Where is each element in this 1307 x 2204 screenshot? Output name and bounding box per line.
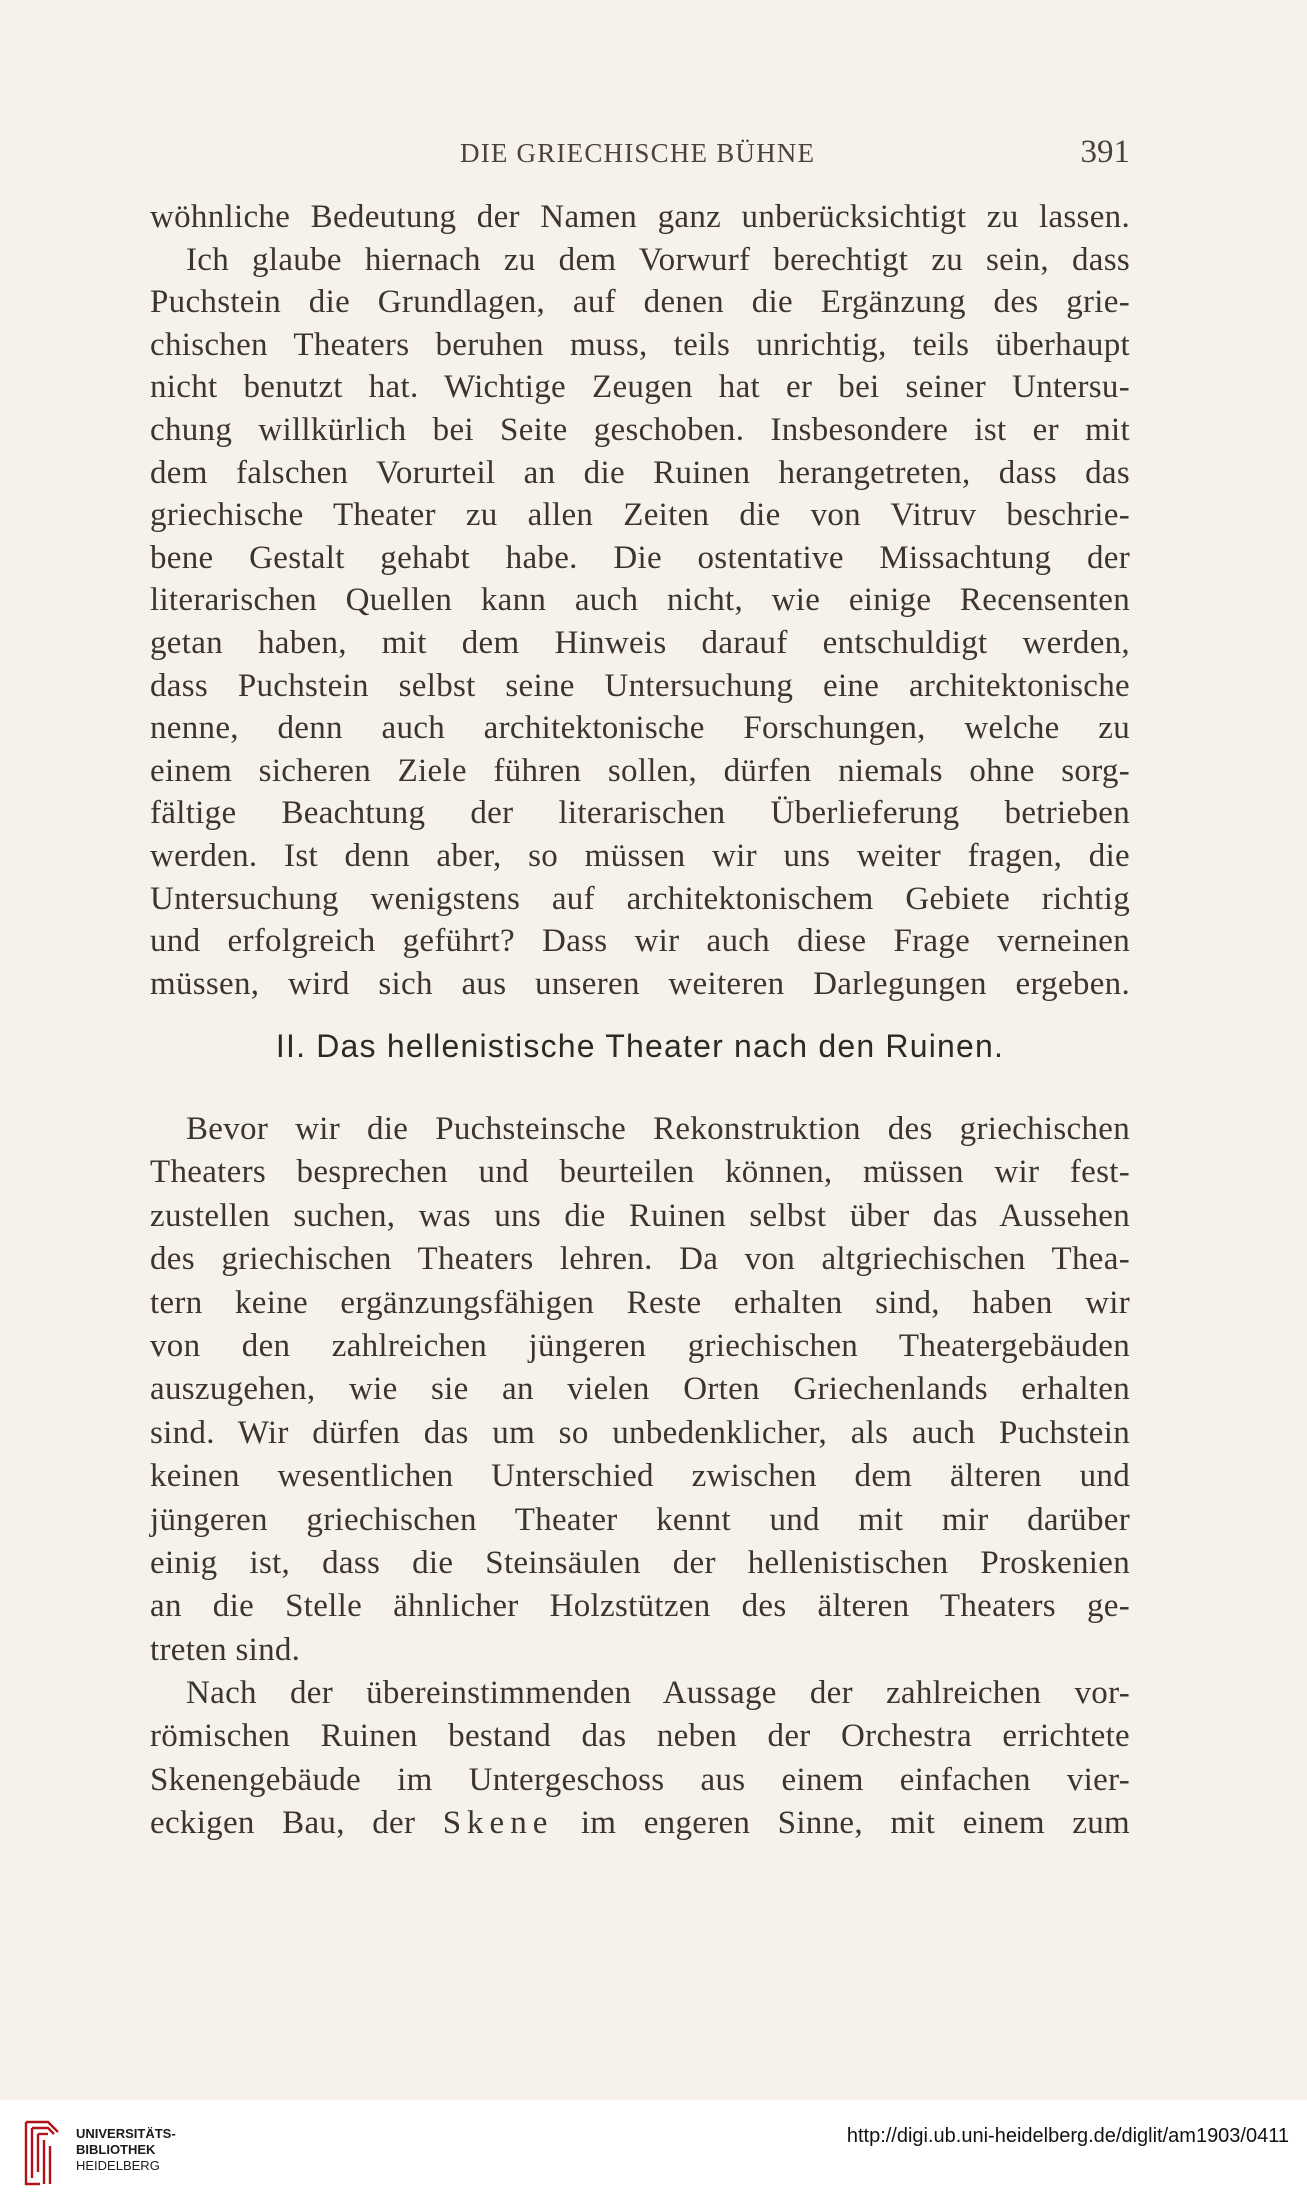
text-line: einig ist, dass die Steinsäulen der hellenistischen Proskenien [150, 1544, 1130, 1581]
text-line: keinen wesentlichen Unterschied zwischen dem älteren und [150, 1458, 1130, 1495]
text-line: sind. Wir dürfen das um so unbedenklicher, als auch Puchstein [150, 1414, 1130, 1451]
text-fragment: eckigen Bau, der [150, 1805, 416, 1842]
text-line: dem falschen Vorurteil an die Ruinen herangetreten, dass das [150, 454, 1130, 491]
wordmark-line: BIBLIOTHEK [76, 2142, 156, 2157]
text-line: griechische Theater zu allen Zeiten die von Vitruv beschrie- [150, 497, 1130, 534]
text-line: Bevor wir die Puchsteinsche Rekonstruktion des griechischen [186, 1111, 1130, 1147]
text-line: chung willkürlich bei Seite geschoben. Insbesondere ist er mit [150, 411, 1130, 448]
wordmark-line: UNIVERSITÄTS- [76, 2126, 176, 2141]
text-line: und erfolgreich geführt? Dass wir auch diese Frage verneinen [150, 923, 1130, 960]
text-line: zustellen suchen, was uns die Ruinen selbst über das Aussehen [150, 1197, 1130, 1234]
text-line: Theaters besprechen und beurteilen können, müssen wir fest- [150, 1154, 1130, 1191]
running-title: DIE GRIECHISCHE BÜHNE [460, 138, 816, 168]
text-line: nenne, denn auch architektonische Forschungen, welche zu [150, 710, 1130, 747]
text-line: wöhnliche Bedeutung der Namen ganz unberücksichtigt zu lassen. [150, 199, 1130, 235]
text-line: fältige Beachtung der literarischen Überlieferung betrieben [150, 795, 1130, 832]
text-line: Untersuchung wenigstens auf architektonischem Gebiete richtig [150, 880, 1130, 917]
text-line: literarischen Quellen kann auch nicht, wie einige Recensenten [150, 582, 1130, 619]
text-line: tern keine ergänzungsfähigen Reste erhalten sind, haben wir [150, 1284, 1130, 1321]
text-line: bene Gestalt gehabt habe. Die ostentative Missachtung der [150, 539, 1130, 576]
text-line: des griechischen Theaters lehren. Da von altgriechischen Thea- [150, 1241, 1130, 1278]
footer-bar [0, 2100, 1307, 2204]
text-line-last [150, 1802, 1130, 1845]
text-line: Puchstein die Grundlagen, auf denen die Ergänzung des grie- [150, 284, 1130, 321]
text-line: Skenengebäude im Untergeschoss aus einem einfachen vier- [150, 1761, 1130, 1798]
text-line: werden. Ist denn aber, so müssen wir uns weiter fragen, die [150, 837, 1130, 874]
text-fragment: im engeren Sinne, mit einem zum [580, 1805, 1130, 1842]
text-line: nicht benutzt hat. Wichtige Zeugen hat er bei seiner Untersu- [150, 369, 1130, 406]
text-line: von den zahlreichen jüngeren griechischen Theatergebäuden [150, 1327, 1130, 1364]
library-wordmark [76, 2126, 176, 2174]
wordmark-line: HEIDELBERG [76, 2158, 160, 2173]
text-line: jüngeren griechischen Theater kennt und mit mir darüber [150, 1501, 1130, 1538]
text-block-2 [150, 1108, 1130, 1846]
text-line: dass Puchstein selbst seine Untersuchung eine architektonische [150, 667, 1130, 704]
library-logo-icon [14, 2114, 70, 2190]
emphasized-word: Skene [442, 1805, 554, 1842]
text-line: treten sind. [150, 1631, 301, 1668]
text-line: an die Stelle ähnlicher Holzstützen des älteren Theaters ge- [150, 1588, 1130, 1625]
text-line: einem sicheren Ziele führen sollen, dürfen niemals ohne sorg- [150, 752, 1130, 789]
source-url-link[interactable]: http://digi.ub.uni-heidelberg.de/diglit/am1903/0411 [846, 2125, 1289, 2147]
text-line: chischen Theaters beruhen muss, teils unrichtig, teils überhaupt [150, 326, 1130, 363]
text-line: römischen Ruinen bestand das neben der Orchestra errichtete [150, 1718, 1130, 1755]
text-line: getan haben, mit dem Hinweis darauf entschuldigt werden, [150, 624, 1130, 661]
page-number: 391 [1080, 134, 1130, 170]
text-line: Ich glaube hiernach zu dem Vorwurf berechtigt zu sein, dass [186, 241, 1130, 278]
section-heading: II. Das hellenistische Theater nach den Ruinen. [275, 1028, 1005, 1064]
text-line: müssen, wird sich aus unseren weiteren Darlegungen ergeben. [150, 965, 1130, 1002]
text-line: auszugehen, wie sie an vielen Orten Griechenlands erhalten [150, 1371, 1130, 1408]
text-line: Nach der übereinstimmenden Aussage der zahlreichen vor- [186, 1675, 1130, 1712]
text-block-1 [150, 196, 1130, 1005]
running-head [150, 134, 1130, 178]
